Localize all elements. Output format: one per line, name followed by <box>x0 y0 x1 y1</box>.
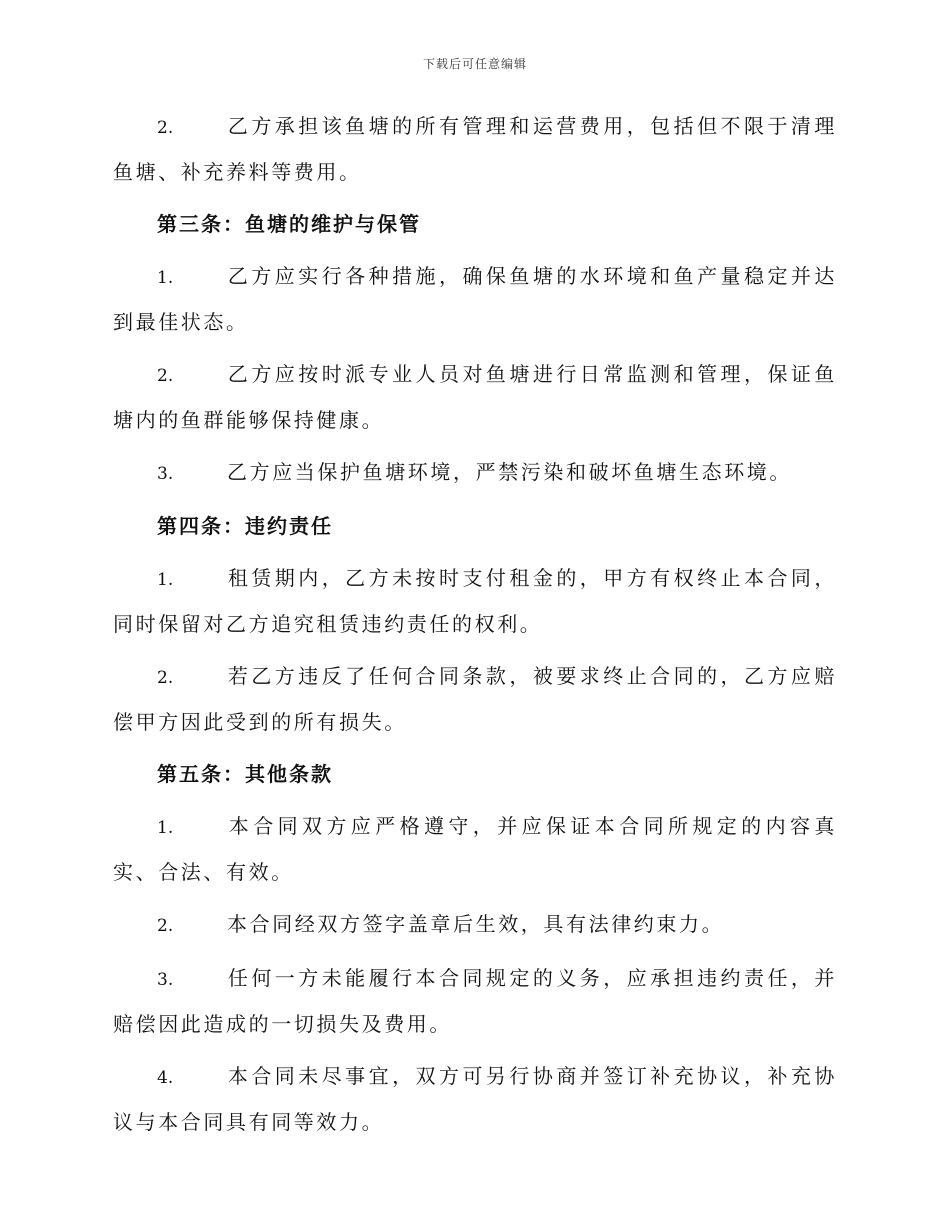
clause-item <box>113 956 837 1046</box>
clause-text: 本合同双方应严格遵守，并应保证本合同所规定的内容真实、合法、有效。 <box>113 814 837 884</box>
clause-item <box>113 104 837 194</box>
section-heading: 第四条：违约责任 <box>157 514 333 538</box>
clause-number: 3. <box>157 970 174 990</box>
section-heading: 第五条：其他条款 <box>157 762 333 786</box>
clause-text: 乙方应实行各种措施，确保鱼塘的水环境和鱼产量稳定并达到最佳状态。 <box>113 264 837 334</box>
clause-item <box>113 804 837 894</box>
clause-text: 租赁期内，乙方未按时支付租金的，甲方有权终止本合同，同时保留对乙方追究租赁违约责任的权利。 <box>113 566 837 636</box>
clause-text: 若乙方违反了任何合同条款，被要求终止合同的，乙方应赔偿甲方因此受到的所有损失。 <box>113 664 837 734</box>
clause-number: 1. <box>157 818 174 838</box>
clause-text: 本合同未尽事宜，双方可另行协商并签订补充协议，补充协议与本合同具有同等效力。 <box>113 1064 837 1134</box>
clause-number: 1. <box>157 268 174 288</box>
clause-number: 2. <box>157 668 174 688</box>
clause-item <box>113 450 837 496</box>
clause-item <box>113 352 837 442</box>
clause-text: 乙方承担该鱼塘的所有管理和运营费用，包括但不限于清理鱼塘、补充养料等费用。 <box>113 114 837 184</box>
document-body <box>113 104 837 1152</box>
clause-number: 2. <box>157 118 174 138</box>
clause-item <box>113 556 837 646</box>
section-heading: 第三条：鱼塘的维护与保管 <box>157 212 421 236</box>
clause-number: 1. <box>157 570 174 590</box>
clause-item <box>113 654 837 744</box>
page-header: 下载后可任意编辑 <box>422 57 527 71</box>
clause-text: 乙方应当保护鱼塘环境，严禁污染和破坏鱼塘生态环境。 <box>227 460 792 484</box>
clause-text: 本合同经双方签字盖章后生效，具有法律约束力。 <box>227 912 725 936</box>
clause-text: 乙方应按时派专业人员对鱼塘进行日常监测和管理，保证鱼塘内的鱼群能够保持健康。 <box>113 362 837 432</box>
clause-number: 4. <box>157 1068 174 1088</box>
clause-item <box>113 902 837 948</box>
clause-number: 3. <box>157 464 174 484</box>
clause-number: 2. <box>157 366 174 386</box>
clause-item <box>113 254 837 344</box>
clause-text: 任何一方未能履行本合同规定的义务，应承担违约责任，并赔偿因此造成的一切损失及费用。 <box>113 966 837 1036</box>
clause-item <box>113 1054 837 1144</box>
clause-number: 2. <box>157 916 174 936</box>
